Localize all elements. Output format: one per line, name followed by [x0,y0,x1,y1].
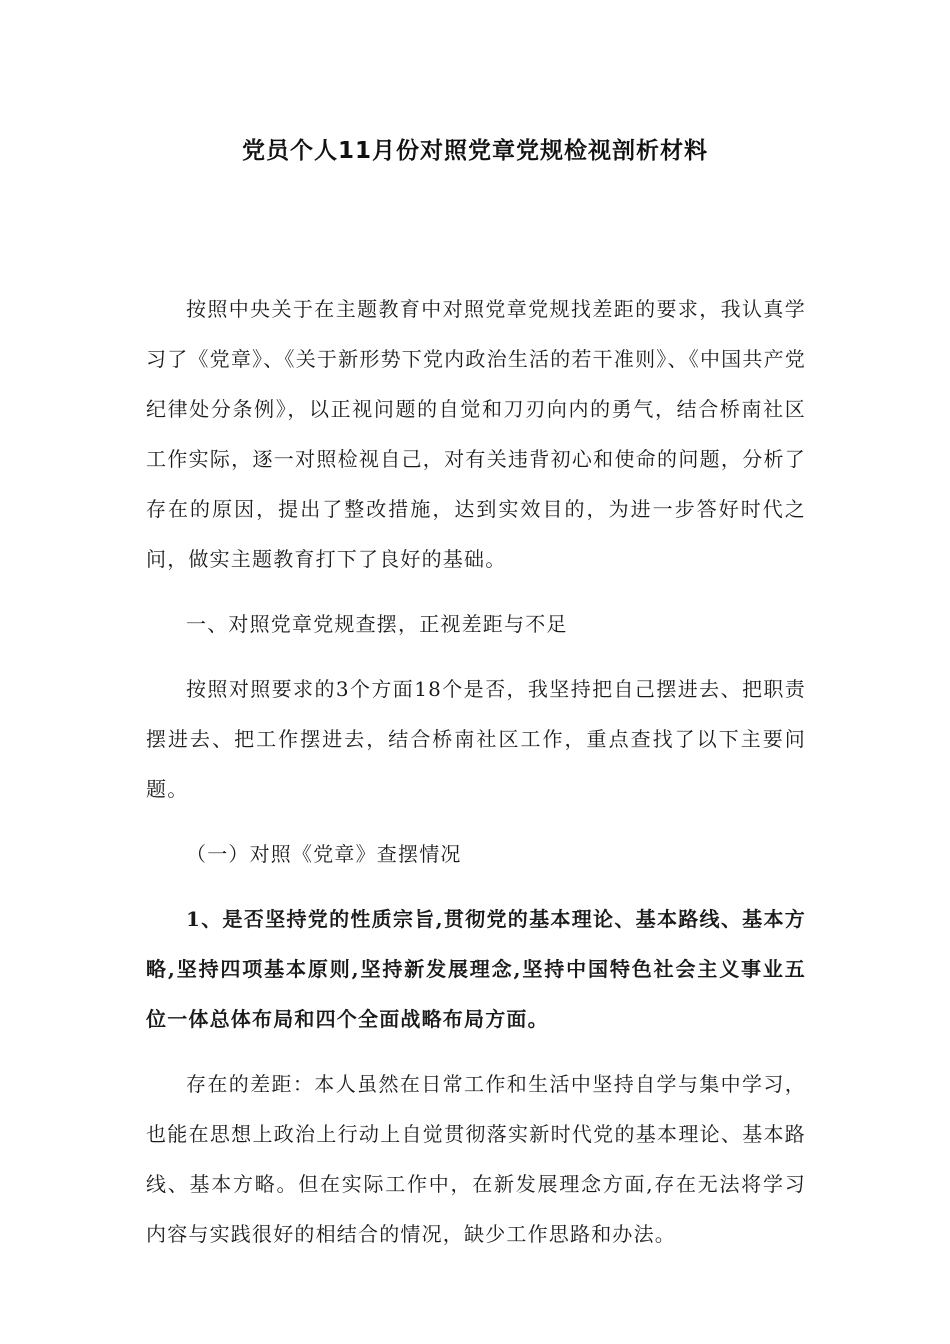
document-title: 党员个人11月份对照党章党规检视剖析材料 [241,138,708,164]
gap-paragraph: 存在的差距：本人虽然在日常工作和生活中坚持自学与集中学习，也能在思想上政治上行动上自觉贯彻落实新时代党的基本理论、基本路线、基本方略。但在实际工作中，在新发展理念方面,存在无法将学习内容与实践很好的相结合的情况，缺少工作思路和办法。 [146,1072,806,1246]
item-heading-bold: 1、是否坚持党的性质宗旨,贯彻党的基本理论、基本路线、基本方略,坚持四项基本原则,坚持新发展理念,坚持中国特色社会主义事业五位一体总体布局和四个全面战略布局方面。 [146,907,806,1031]
subsection-heading: （一）对照《党章》查摆情况 [186,842,462,866]
section-heading: 一、对照党章党规查摆，正视差距与不足 [186,612,568,636]
intro-paragraph: 按照中央关于在主题教育中对照党章党规找差距的要求，我认真学习了《党章》、《关于新形势下党内政治生活的若干准则》、《中国共产党纪律处分条例》，以正视问题的自觉和刀刃向内的勇气，结合桥南社区工作实际，逐一对照检视自己，对有关违背初心和使命的问题，分析了存在的原因，提出了整改措施，达到实效目的，为进一步答好时代之问，做实主题教育打下了良好的基础。 [146,297,806,571]
summary-paragraph: 按照对照要求的3个方面18个是否，我坚持把自己摆进去、把职责摆进去、把工作摆进去，结合桥南社区工作，重点查找了以下主要问题。 [146,677,806,801]
document-body [146,284,806,1274]
